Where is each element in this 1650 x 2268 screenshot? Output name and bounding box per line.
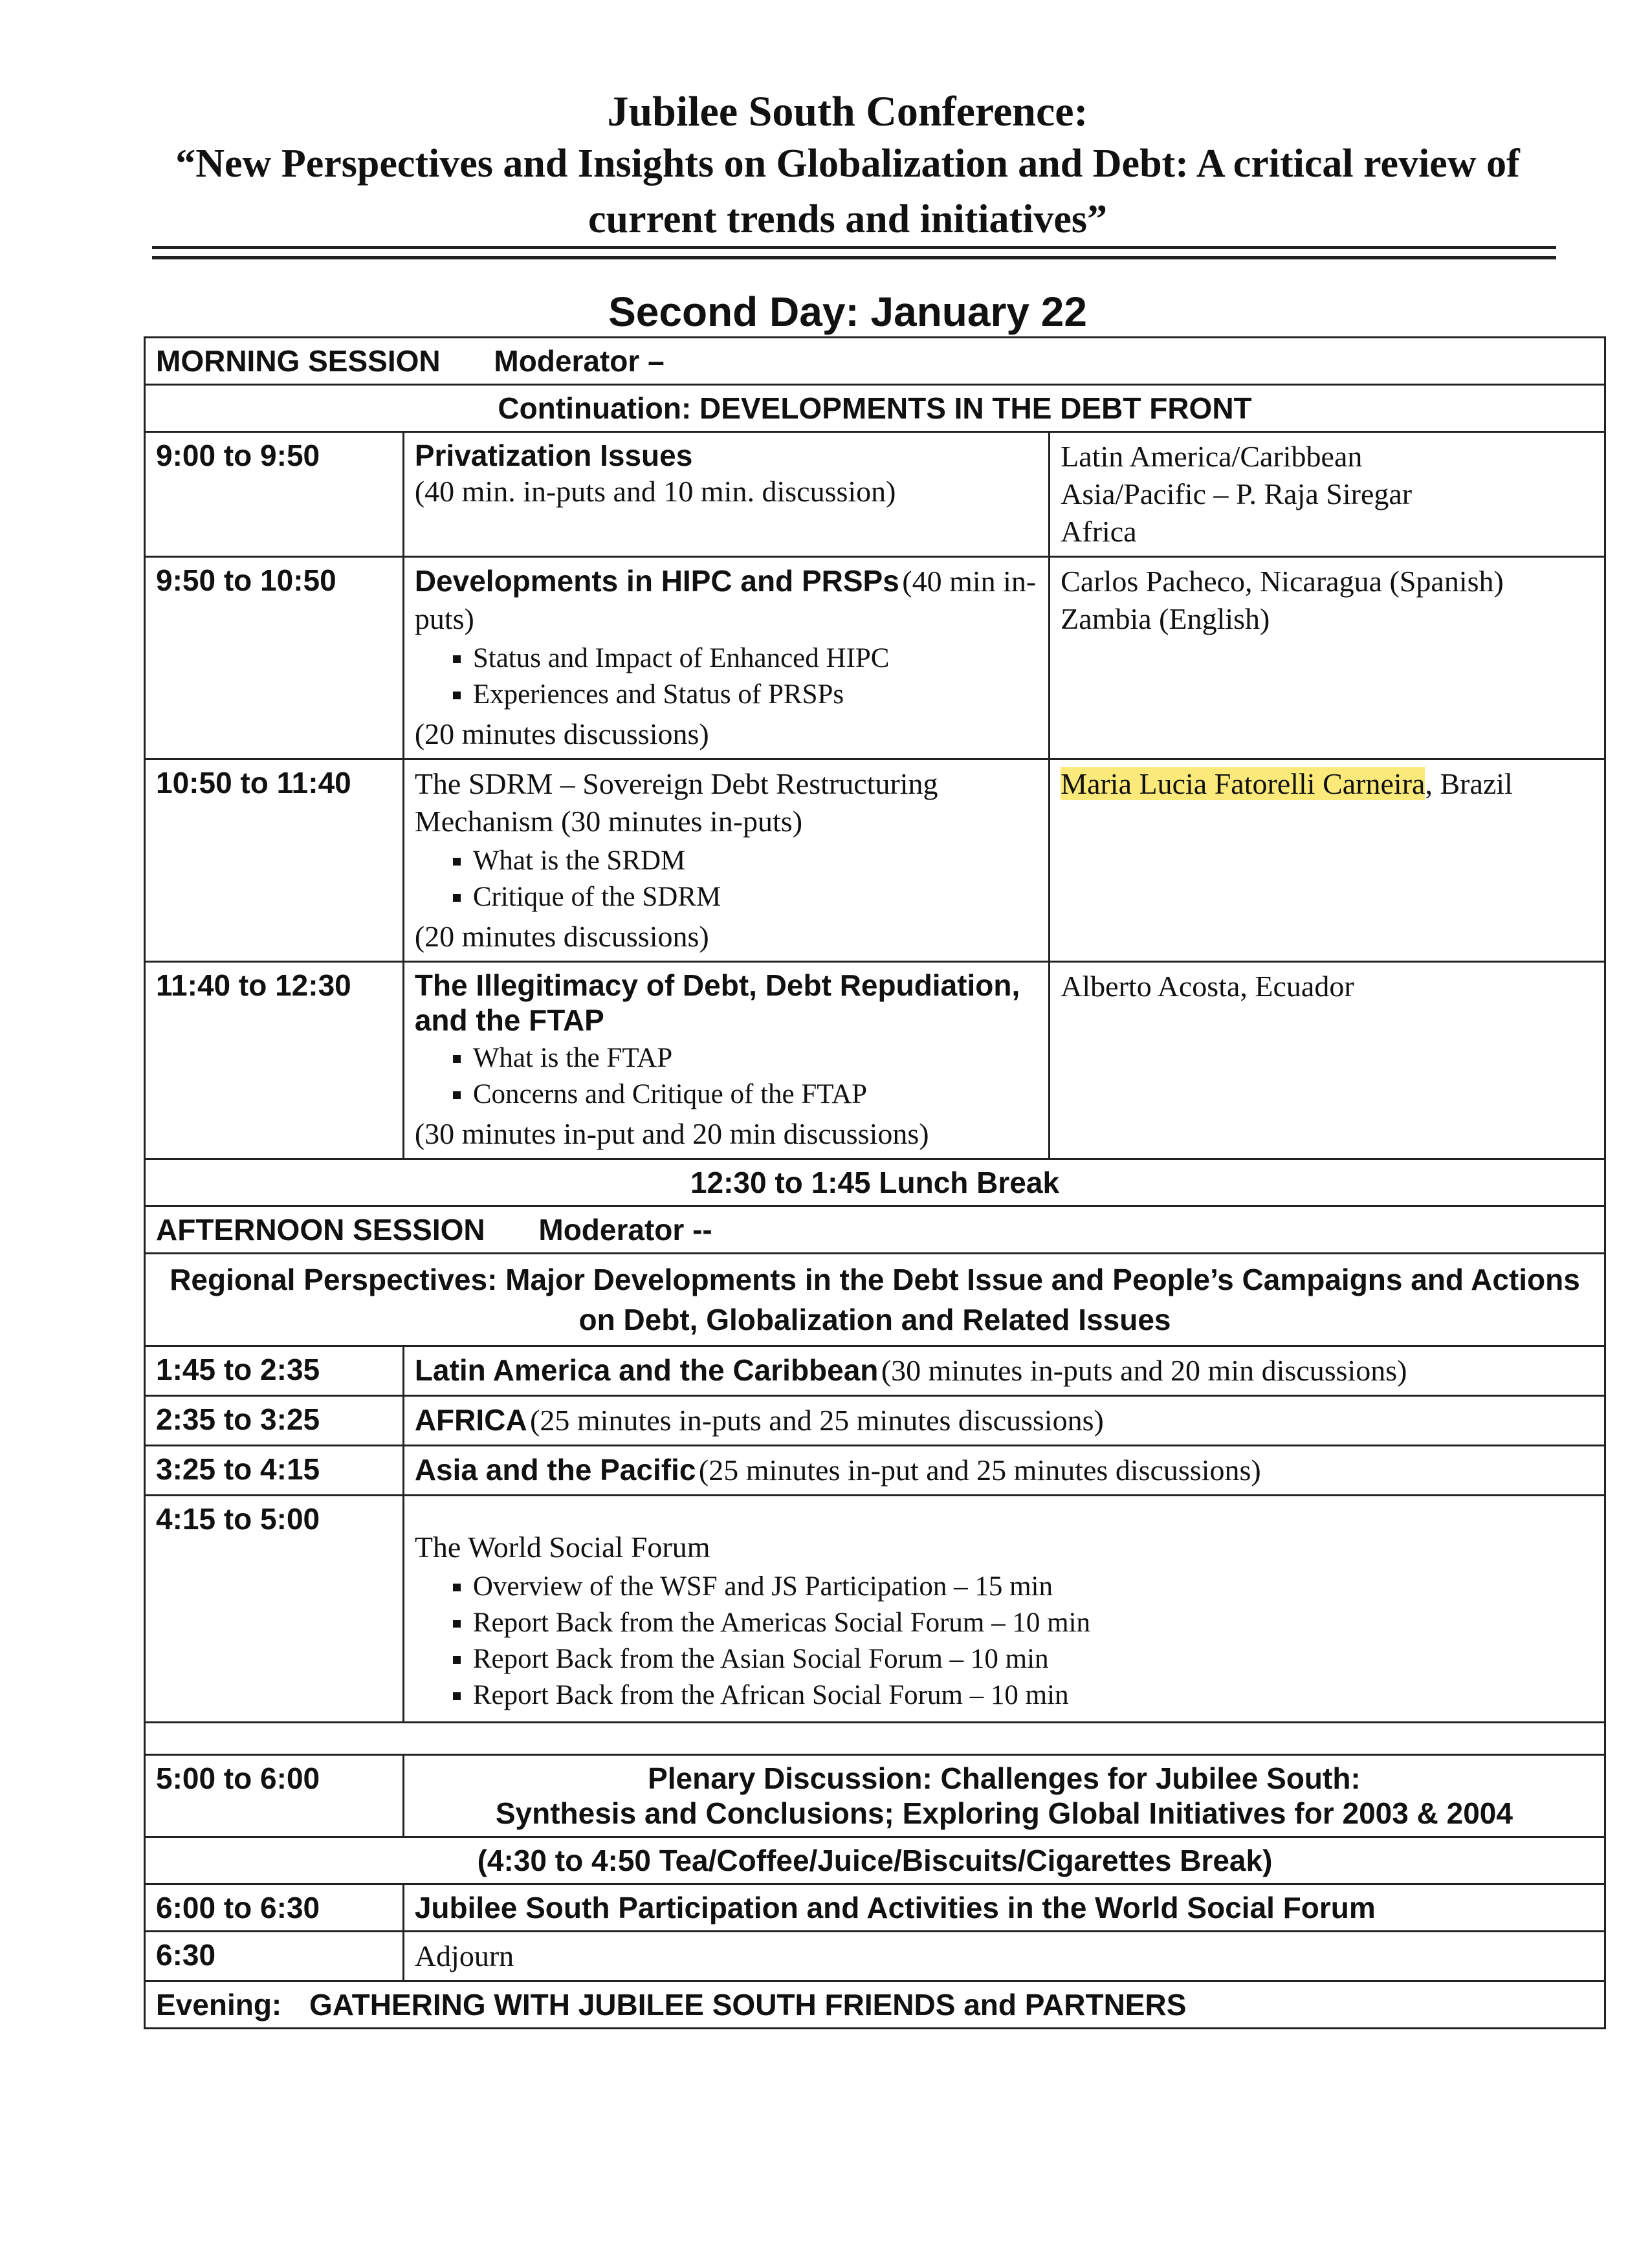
speaker-cell bbox=[1050, 557, 1605, 759]
table-row bbox=[145, 1932, 1605, 1981]
topic-desc: (40 min. in-puts and 10 min. discussion) bbox=[414, 475, 896, 508]
afternoon-theme-row bbox=[145, 1254, 1605, 1346]
topic-title: The Illegitimacy of Debt, Debt Repudiation, and the FTAP bbox=[414, 968, 1020, 1037]
time-cell: 9:50 to 10:50 bbox=[145, 557, 404, 759]
topic-footer: (20 minutes discussions) bbox=[414, 717, 709, 750]
list-item: ▪ Report Back from the Asian Social Forum – 10 min bbox=[473, 1641, 1594, 1677]
topic-bullets bbox=[441, 640, 1038, 713]
list-item: ▪ Report Back from the Americas Social Forum – 10 min bbox=[473, 1605, 1594, 1641]
highlighted-speaker: Maria Lucia Fatorelli Carneira bbox=[1061, 767, 1425, 800]
time-cell: 3:25 to 4:15 bbox=[145, 1446, 404, 1496]
title-rule-bottom bbox=[152, 256, 1556, 259]
morning-moderator: Moderator – bbox=[494, 344, 665, 378]
topic-title: Developments in HIPC and PRSPs bbox=[414, 564, 899, 598]
speaker-line: Zambia (English) bbox=[1061, 602, 1270, 635]
morning-theme: Continuation: DEVELOPMENTS IN THE DEBT FRONT bbox=[145, 385, 1605, 432]
afternoon-session-row bbox=[145, 1206, 1605, 1254]
region-title: Asia and the Pacific bbox=[414, 1453, 696, 1487]
time-cell: 10:50 to 11:40 bbox=[145, 759, 404, 962]
table-row bbox=[145, 557, 1605, 759]
speaker-cell bbox=[1050, 759, 1605, 962]
topic-desc: The SDRM – Sovereign Debt Restructuring Mechanism (30 minutes in-puts) bbox=[414, 767, 938, 838]
day-heading: Second Day: January 22 bbox=[608, 289, 1087, 335]
conference-title: Jubilee South Conference: bbox=[607, 88, 1088, 135]
morning-session-label: MORNING SESSION bbox=[156, 344, 441, 378]
topic-cell bbox=[403, 557, 1049, 759]
list-item: ▪ Experiences and Status of PRSPs bbox=[473, 677, 1038, 713]
list-item: ▪ Report Back from the African Social Forum – 10 min bbox=[473, 1677, 1594, 1714]
topic-cell bbox=[403, 432, 1049, 557]
title-rule-top bbox=[152, 246, 1556, 249]
region-title: AFRICA bbox=[414, 1403, 527, 1437]
table-row bbox=[145, 1346, 1605, 1396]
evening-row bbox=[145, 1981, 1605, 2029]
list-item: ▪ Concerns and Critique of the FTAP bbox=[473, 1076, 1038, 1113]
table-row bbox=[145, 1446, 1605, 1496]
conference-subtitle: “New Perspectives and Insights on Globalization and Debt: A critical review of current trends and initiatives” bbox=[175, 142, 1520, 241]
speaker-line: Latin America/Caribbean bbox=[1061, 440, 1363, 473]
spacer-row bbox=[145, 1723, 1605, 1755]
morning-theme-row bbox=[145, 385, 1605, 432]
topic-cell bbox=[403, 962, 1049, 1159]
table-row bbox=[145, 1496, 1605, 1723]
table-row bbox=[145, 962, 1605, 1159]
participation-text: Jubilee South Participation and Activities in the World Social Forum bbox=[403, 1884, 1605, 1932]
adjourn-text: Adjourn bbox=[403, 1932, 1605, 1981]
afternoon-session-label: AFTERNOON SESSION bbox=[156, 1213, 485, 1247]
topic-cell bbox=[403, 759, 1049, 962]
topic-title: Privatization Issues bbox=[414, 439, 693, 472]
time-cell: 11:40 to 12:30 bbox=[145, 962, 404, 1159]
plenary-line-2: Synthesis and Conclusions; Exploring Global Initiatives for 2003 & 2004 bbox=[495, 1796, 1513, 1830]
time-cell: 1:45 to 2:35 bbox=[145, 1346, 404, 1396]
time-cell: 5:00 to 6:00 bbox=[145, 1755, 404, 1837]
time-cell: 4:15 to 5:00 bbox=[145, 1496, 404, 1723]
evening-label: Evening: bbox=[156, 1988, 282, 2022]
table-row bbox=[145, 1884, 1605, 1932]
lunch-row bbox=[145, 1159, 1605, 1206]
time-cell: 9:00 to 9:50 bbox=[145, 432, 404, 557]
speaker-line: Asia/Pacific – P. Raja Siregar bbox=[1061, 477, 1413, 510]
afternoon-moderator: Moderator -- bbox=[538, 1213, 712, 1247]
evening-text: GATHERING WITH JUBILEE SOUTH FRIENDS and PARTNERS bbox=[309, 1988, 1187, 2022]
topic-footer: (30 minutes in-put and 20 min discussions) bbox=[414, 1117, 929, 1150]
list-item: ▪ What is the SRDM bbox=[473, 843, 1038, 879]
speaker-cell bbox=[1050, 432, 1605, 557]
list-item: ▪ Overview of the WSF and JS Participation – 15 min bbox=[473, 1569, 1594, 1605]
speaker-line: Carlos Pacheco, Nicaragua (Spanish) bbox=[1061, 565, 1504, 598]
time-cell: 6:00 to 6:30 bbox=[145, 1884, 404, 1932]
wsf-title: The World Social Forum bbox=[414, 1531, 710, 1564]
speaker-line: Africa bbox=[1061, 515, 1137, 548]
table-row bbox=[145, 1396, 1605, 1446]
morning-session-row bbox=[145, 338, 1605, 385]
region-title: Latin America and the Caribbean bbox=[414, 1353, 879, 1387]
plenary-line-1: Plenary Discussion: Challenges for Jubilee South: bbox=[648, 1761, 1361, 1795]
list-item: ▪ Status and Impact of Enhanced HIPC bbox=[473, 640, 1038, 677]
topic-note: (40 min in-puts) bbox=[414, 565, 1037, 635]
wsf-bullets bbox=[441, 1569, 1594, 1714]
table-row bbox=[145, 1755, 1605, 1837]
speaker-cell bbox=[1050, 962, 1605, 1159]
table-row bbox=[145, 432, 1605, 557]
topic-footer: (20 minutes discussions) bbox=[414, 920, 709, 953]
region-note: (30 minutes in-puts and 20 min discussions) bbox=[881, 1354, 1407, 1387]
region-note: (25 minutes in-put and 25 minutes discussions) bbox=[698, 1454, 1261, 1487]
schedule-table bbox=[144, 336, 1606, 2029]
lunch-break: 12:30 to 1:45 Lunch Break bbox=[145, 1159, 1605, 1206]
topic-bullets bbox=[441, 843, 1038, 915]
region-note: (25 minutes in-puts and 25 minutes discussions) bbox=[530, 1404, 1104, 1437]
tea-break: (4:30 to 4:50 Tea/Coffee/Juice/Biscuits/Cigarettes Break) bbox=[145, 1837, 1605, 1884]
table-row bbox=[145, 759, 1605, 962]
speaker-line: Alberto Acosta, Ecuador bbox=[1061, 970, 1354, 1003]
time-cell: 6:30 bbox=[145, 1932, 404, 1981]
break-row bbox=[145, 1837, 1605, 1884]
topic-bullets bbox=[441, 1040, 1038, 1113]
list-item: ▪ What is the FTAP bbox=[473, 1040, 1038, 1076]
time-cell: 2:35 to 3:25 bbox=[145, 1396, 404, 1446]
speaker-country: , Brazil bbox=[1425, 767, 1513, 800]
list-item: ▪ Critique of the SDRM bbox=[473, 879, 1038, 915]
afternoon-theme: Regional Perspectives: Major Developments in the Debt Issue and People’s Campaigns and Actions on Debt, Globalization and Related Issues bbox=[145, 1254, 1605, 1346]
